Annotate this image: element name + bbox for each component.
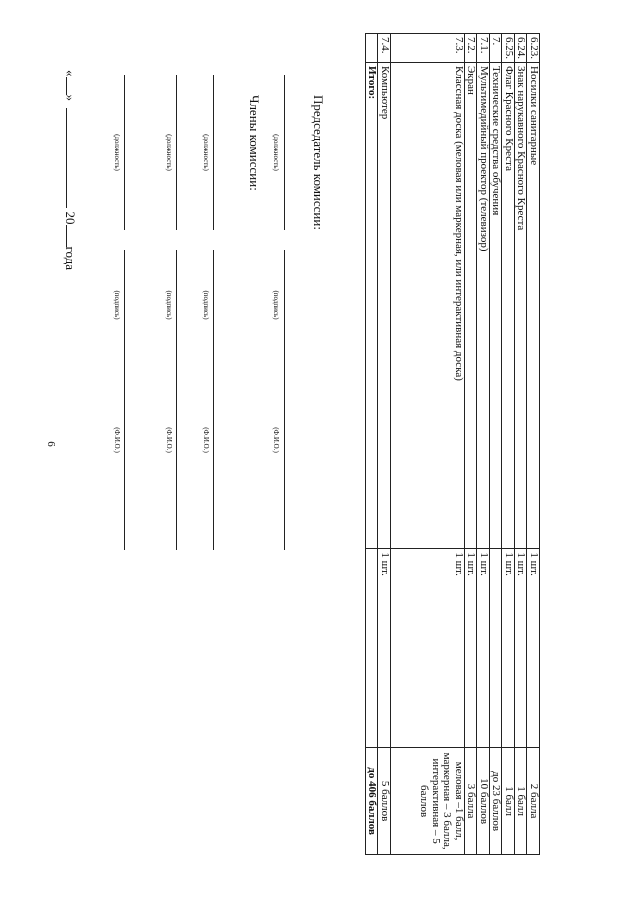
member-3-position-caption: (должность) xyxy=(113,134,121,171)
table-row xyxy=(477,34,490,855)
table-row xyxy=(378,34,391,855)
row-number: 7.1. xyxy=(477,34,490,63)
row-number: 7.4. xyxy=(378,34,391,63)
row-number: 6.25. xyxy=(502,34,515,63)
row-score: 10 баллов xyxy=(477,748,490,855)
date-line xyxy=(62,70,78,270)
member-1-name-caption: (Ф.И.О.) xyxy=(202,427,210,453)
row-number: 7.2. xyxy=(464,34,477,63)
row-name: Экран xyxy=(464,63,477,549)
row-score: 1 балл xyxy=(514,748,527,855)
chairman-position-line xyxy=(284,75,285,230)
member-3-name-caption: (Ф.И.О.) xyxy=(113,427,121,453)
chairman-signature-caption: (подпись) xyxy=(272,290,280,320)
total-quantity-cell xyxy=(365,549,378,748)
member-3-position-line xyxy=(124,75,125,230)
member-2-position-line xyxy=(176,75,177,230)
chairman-name-line xyxy=(284,355,285,550)
date-close-quote: » xyxy=(63,94,78,101)
equipment-table-body xyxy=(365,34,539,855)
row-quantity: 1 шт. xyxy=(390,549,464,748)
member-2-name-caption: (Ф.И.О.) xyxy=(165,427,173,453)
chairman-position-caption: (должность) xyxy=(272,134,280,171)
row-quantity: 1 шт. xyxy=(527,549,540,748)
row-name: Носилки санитарные xyxy=(527,63,540,549)
member-3-signature-line xyxy=(124,250,125,360)
table-row xyxy=(464,34,477,855)
row-number: 7. xyxy=(489,34,502,63)
total-score: до 406 баллов xyxy=(365,748,378,855)
row-score: 1 балл xyxy=(502,748,515,855)
members-label: Члены комиссии: xyxy=(247,95,262,191)
table-total-row xyxy=(365,34,378,855)
member-1-name-line xyxy=(213,355,214,550)
row-score: меловая –1 балл, маркерная – 3 балла, интерактивная – 5 баллов xyxy=(390,748,464,855)
row-quantity: 1 шт. xyxy=(378,549,391,748)
member-1-signature-caption: (подпись) xyxy=(202,290,210,320)
member-2-signature-caption: (подпись) xyxy=(165,290,173,320)
row-name: Флаг Красного Креста xyxy=(502,63,515,549)
member-3-name-line xyxy=(124,355,125,550)
date-century: 20 xyxy=(63,211,78,225)
table-row xyxy=(527,34,540,855)
date-year-word: года xyxy=(63,246,78,271)
equipment-table xyxy=(365,33,540,855)
member-2-name-line xyxy=(176,355,177,550)
member-1-position-line xyxy=(213,75,214,230)
row-number: 7.3. xyxy=(390,34,464,63)
date-open-quote: « xyxy=(63,70,78,77)
member-2-signature-line xyxy=(176,250,177,360)
chairman-name-caption: (Ф.И.О.) xyxy=(272,427,280,453)
row-number: 6.24. xyxy=(514,34,527,63)
table-row xyxy=(489,34,502,855)
table-row xyxy=(390,34,464,855)
row-name: Знак нарукавного Красного Креста xyxy=(514,63,527,549)
member-3-signature-caption: (подпись) xyxy=(113,290,121,320)
member-1-position-caption: (должность) xyxy=(202,134,210,171)
row-name: Компьютер xyxy=(378,63,391,549)
chairman-signature-line xyxy=(284,250,285,360)
table-row xyxy=(514,34,527,855)
row-score: 2 балла xyxy=(527,748,540,855)
row-quantity: 1 шт. xyxy=(464,549,477,748)
row-name: Классная доска (меловая или маркерная, или интерактивная доска) xyxy=(390,63,464,549)
row-number: 6.23. xyxy=(527,34,540,63)
row-score: 3 балла xyxy=(464,748,477,855)
row-quantity: 1 шт. xyxy=(502,549,515,748)
table-row xyxy=(502,34,515,855)
chairman-label: Председатель комиссии: xyxy=(311,95,326,230)
row-quantity: 1 шт. xyxy=(477,549,490,748)
row-name: Мультимедийный проектор (телевизор) xyxy=(477,63,490,549)
total-number-cell xyxy=(365,34,378,63)
row-score: 5 баллов xyxy=(378,748,391,855)
member-2-position-caption: (должность) xyxy=(165,134,173,171)
member-1-signature-line xyxy=(213,250,214,360)
row-quantity: 1 шт. xyxy=(514,549,527,748)
page-number: 6 xyxy=(44,441,57,447)
row-quantity xyxy=(489,549,502,748)
row-score: до 23 баллов xyxy=(489,748,502,855)
row-name: Технические средства обучения xyxy=(489,63,502,549)
total-label: Итого: xyxy=(365,63,378,549)
